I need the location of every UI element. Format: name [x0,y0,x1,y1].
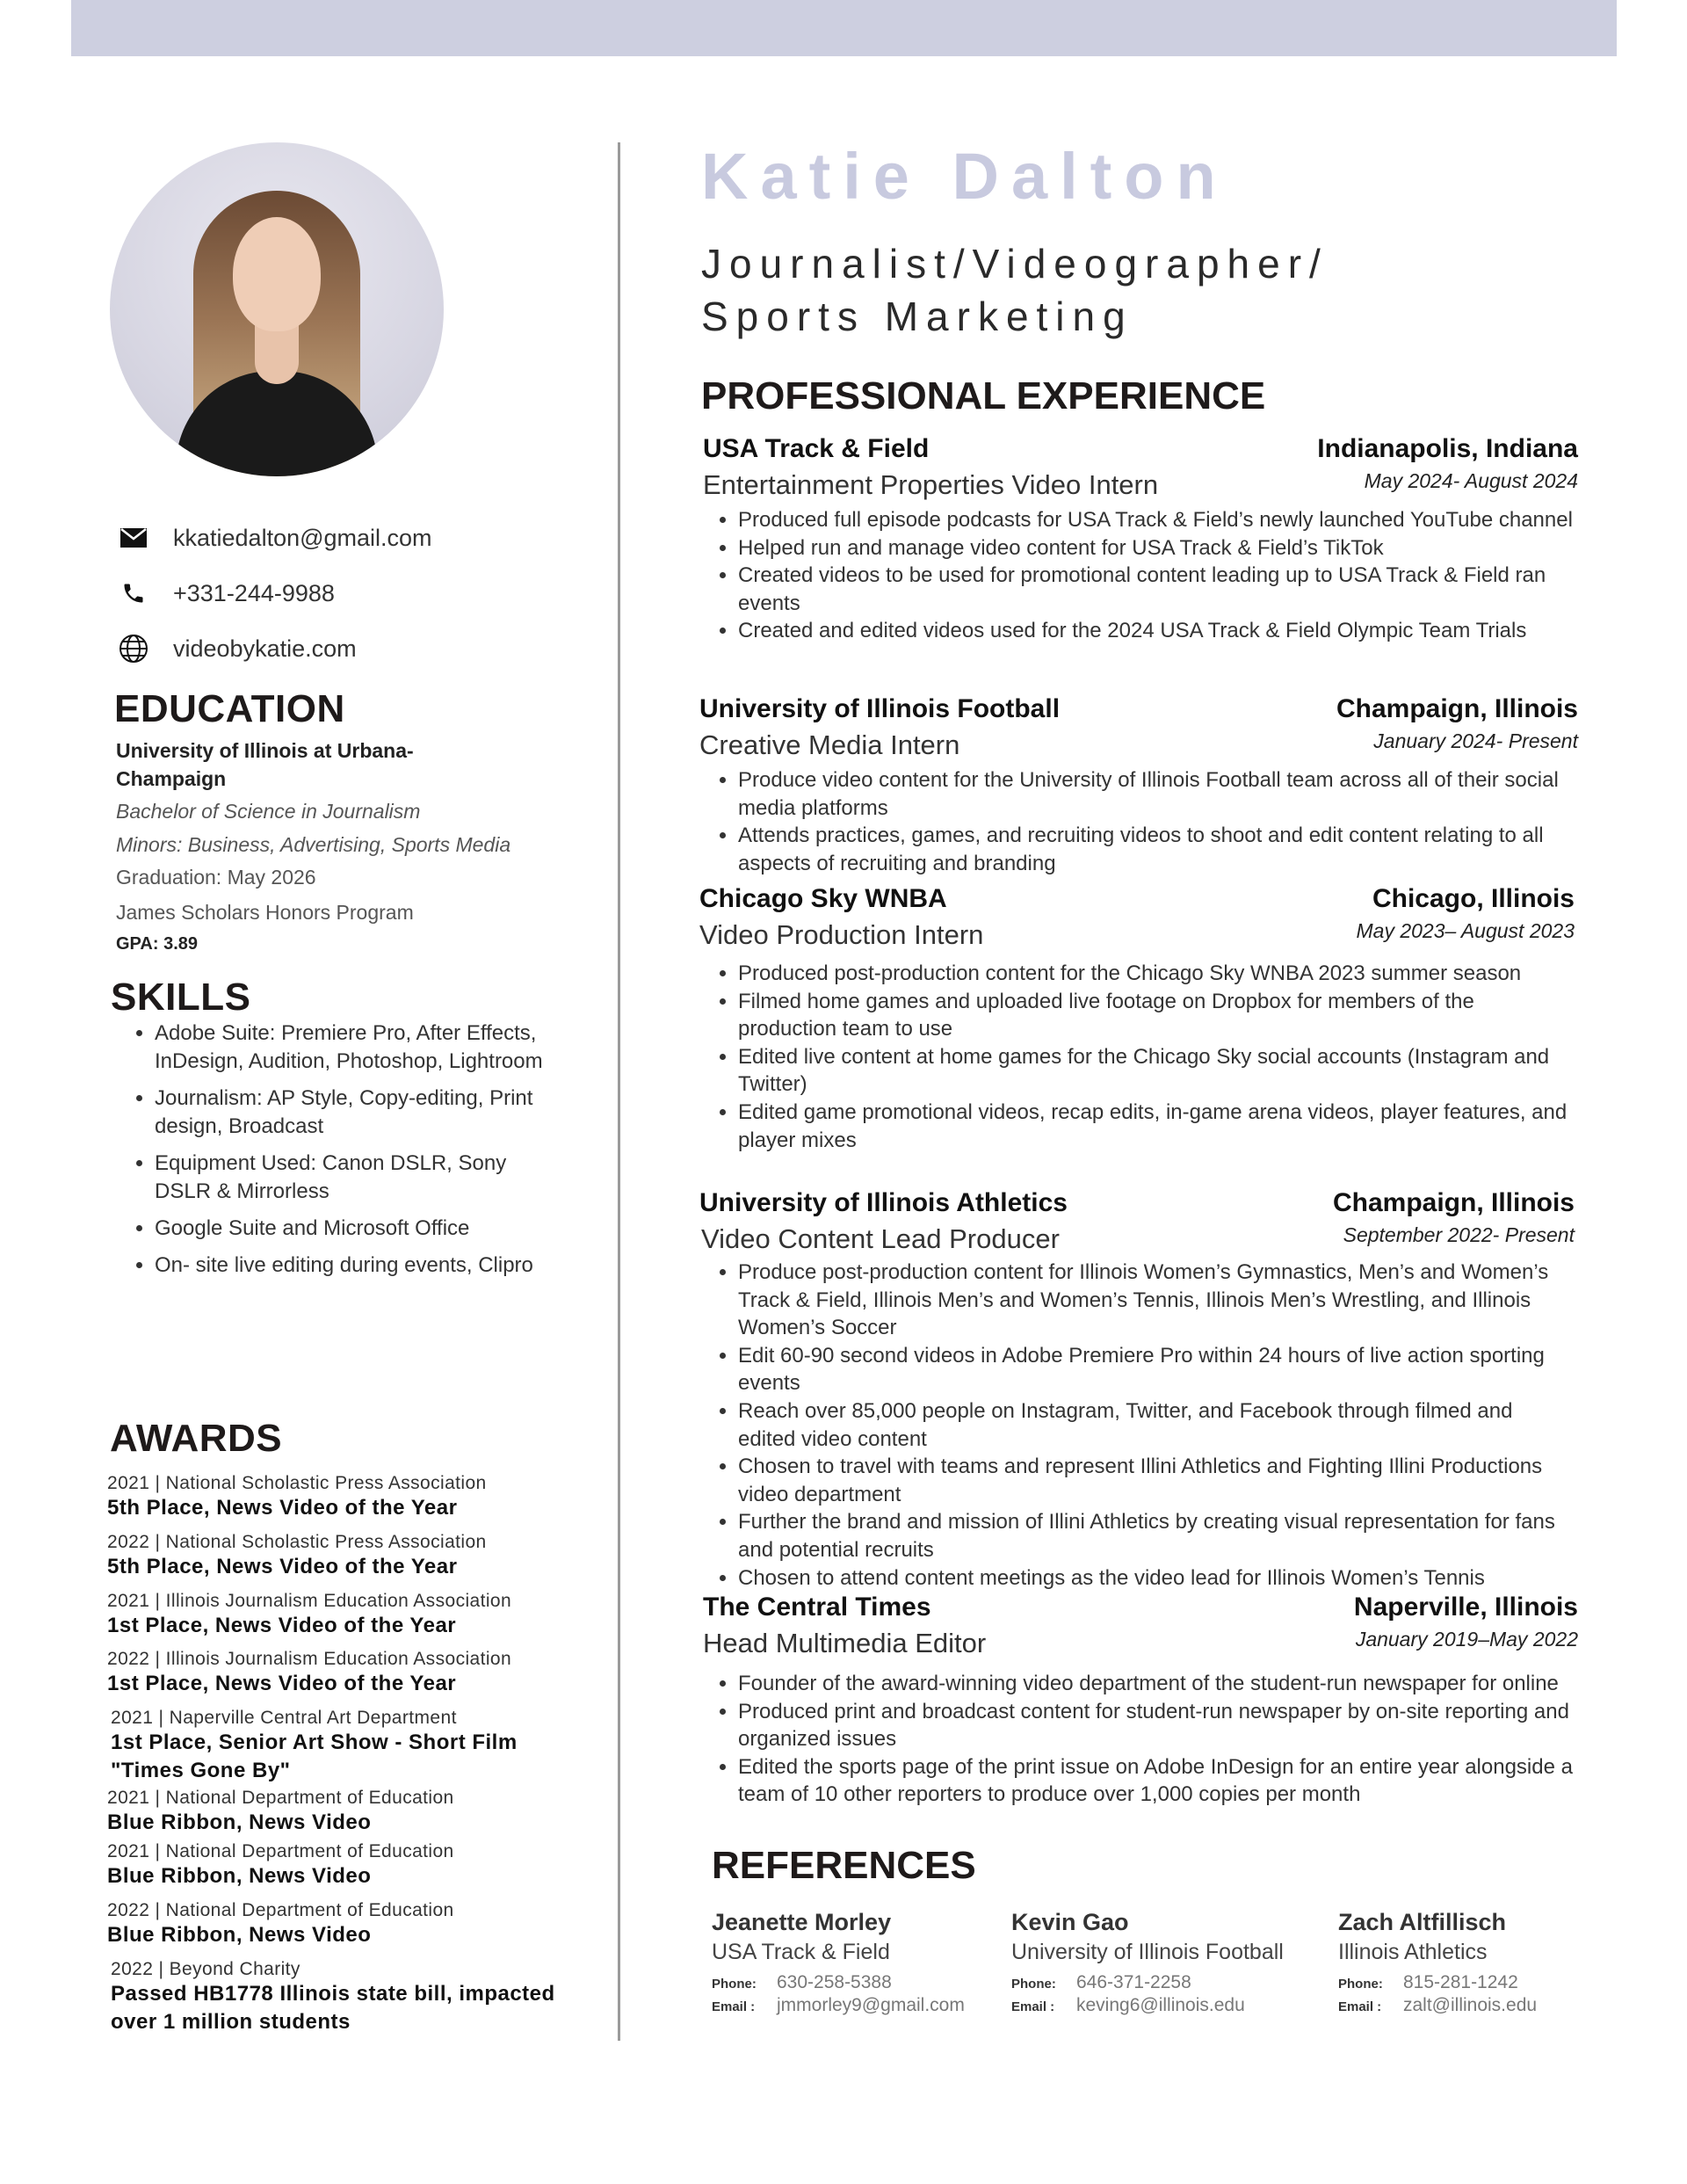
experience-heading: PROFESSIONAL EXPERIENCE [701,374,1266,417]
job-bullet: • Produce post-production content for Illinois Women’s Gymnastics, Men’s and Women’s Track & Field, Illinois Men’s and Women’s Tennis, Illinois Men’s Wrestling, and Illinois Women’s Soccer [738,1259,1573,1342]
award-org: 2022 | Beyond Charity [111,1959,300,1979]
job-bullets [699,766,1573,877]
job-bullets [699,960,1573,1154]
minors: Minors: Business, Advertising, Sports Media [116,833,511,856]
job-bullets [699,1670,1573,1809]
profile-photo [110,142,444,476]
job-bullets [699,506,1573,645]
reference-name: Zach Altfillisch [1338,1909,1507,1935]
job-bullet: • Edited game promotional videos, recap edits, in-game arena videos, player features, and player mixes [738,1099,1573,1154]
job-location: Chicago, Illinois [1372,884,1575,913]
website-text: videobykatie.com [173,635,357,662]
reference-email[interactable]: zalt@illinois.edu [1403,1995,1538,2015]
contact-email[interactable] [119,523,432,553]
awards-heading: AWARDS [110,1417,283,1460]
reference-phone[interactable]: 815-281-1242 [1403,1972,1518,1992]
job-dates: January 2024- Present [1373,729,1578,752]
reference-org: University of Illinois Football [1011,1940,1284,1964]
reference-email[interactable]: jmmorley9@gmail.com [777,1995,965,2015]
award-title: 1st Place, News Video of the Year [107,1614,457,1637]
job-title: Video Production Intern [699,919,984,950]
job-bullet: • Filmed home games and uploaded live footage on Dropbox for members of the production team to use [738,988,1573,1043]
job-location: Champaign, Illinois [1336,694,1578,723]
envelope-icon [119,523,148,553]
phone-label: Phone: [712,1977,757,1992]
job-location: Champaign, Illinois [1332,1188,1575,1217]
award-title: Blue Ribbon, News Video [107,1864,372,1888]
job-bullets [699,1259,1573,1592]
email-label: Email : [1338,1999,1382,2014]
phone-label: Phone: [1011,1977,1056,1992]
job-entry [699,884,1578,1154]
reference-org: Illinois Athletics [1338,1940,1488,1964]
job-bullet: • Created and edited videos used for the 2024 USA Track & Field Olympic Team Trials [738,617,1573,645]
award-item [107,1788,599,1837]
job-company: University of Illinois Football [699,694,1061,723]
job-bullet: • Helped run and manage video content for USA Track & Field’s TikTok [738,534,1573,562]
award-title: 5th Place, News Video of the Year [107,1555,458,1578]
column-divider [618,142,620,2041]
job-company: The Central Times [703,1593,931,1622]
skill-item: • Adobe Suite: Premiere Pro, After Effects, InDesign, Audition, Photoshop, Lightroom [155,1019,559,1076]
reference-card [1338,1909,1637,2016]
phone-icon [119,578,148,608]
role-title [701,237,1329,343]
award-org: 2022 | National Scholastic Press Association [107,1532,487,1552]
award-item [107,1841,599,1890]
job-dates: January 2019–May 2022 [1355,1628,1578,1651]
award-item [111,1959,568,2036]
award-item [107,1532,599,1581]
award-item [107,1473,599,1522]
reference-name: Jeanette Morley [712,1909,892,1935]
school-name-line1: University of Illinois at Urbana- [116,739,414,762]
job-dates: May 2023– August 2023 [1356,919,1575,942]
award-title: Blue Ribbon, News Video [107,1810,372,1834]
job-bullet: • Edit 60-90 second videos in Adobe Premiere Pro within 24 hours of live action sporting events [738,1342,1573,1397]
gpa: GPA: 3.89 [116,934,198,954]
reference-email[interactable]: keving6@illinois.edu [1076,1995,1245,2015]
phone-label: Phone: [1338,1977,1383,1992]
globe-icon [119,634,148,664]
education-heading: EDUCATION [114,687,345,730]
award-org: 2021 | National Department of Education [107,1788,454,1808]
skills-list [132,1019,559,1288]
job-bullet: • Reach over 85,000 people on Instagram, Twitter, and Facebook through filmed and edited video content [738,1397,1573,1453]
honors: James Scholars Honors Program [116,901,414,924]
skill-item: • Journalism: AP Style, Copy-editing, Print design, Broadcast [155,1085,559,1141]
award-item [111,1708,568,1785]
job-bullet: • Produced post-production content for the Chicago Sky WNBA 2023 summer season [738,960,1573,988]
job-bullet: • Edited live content at home games for the Chicago Sky social accounts (Instagram and Twitter) [738,1043,1573,1099]
job-entry [699,434,1578,645]
job-company: University of Illinois Athletics [699,1188,1068,1217]
award-org: 2021 | Naperville Central Art Department [111,1708,457,1728]
job-bullet: • Created videos to be used for promotional content leading up to USA Track & Field ran events [738,562,1573,617]
school-name-line2: Champaign [116,767,227,790]
role-line: Journalist/Videographer/ [701,241,1329,287]
job-bullet: • Further the brand and mission of Illini Athletics by creating visual representation for fans and potential recruits [738,1508,1573,1564]
job-bullet: • Chosen to attend content meetings as the video lead for Illinois Women’s Tennis [738,1564,1573,1593]
job-title: Creative Media Intern [699,729,960,760]
award-item [107,1591,599,1640]
phone-text: +331-244-9988 [173,579,335,606]
reference-org: USA Track & Field [712,1940,890,1964]
job-dates: September 2022- Present [1343,1223,1575,1246]
contact-phone[interactable] [119,578,335,608]
award-org: 2021 | Illinois Journalism Education Association [107,1591,512,1611]
skill-item: • Equipment Used: Canon DSLR, Sony DSLR & Mirrorless [155,1150,559,1206]
email-text: kkatiedalton@gmail.com [173,524,432,551]
job-bullet: • Produced full episode podcasts for USA Track & Field’s newly launched YouTube channel [738,506,1573,534]
reference-card [712,1909,1010,2016]
reference-card [1011,1909,1310,2016]
references-heading: REFERENCES [712,1844,976,1887]
job-bullet: • Produce video content for the University of Illinois Football team across all of their social media platforms [738,766,1573,822]
award-org: 2021 | National Scholastic Press Association [107,1473,487,1493]
job-location: Indianapolis, Indiana [1317,434,1578,463]
award-title: 5th Place, News Video of the Year [107,1496,458,1520]
sidebar [0,0,615,2184]
award-title: Blue Ribbon, News Video [107,1923,372,1947]
award-org: 2021 | National Department of Education [107,1841,454,1861]
job-company: USA Track & Field [703,434,930,463]
award-title: Passed HB1778 Illinois state bill, impacted over 1 million students [111,1982,555,2034]
degree: Bachelor of Science in Journalism [116,800,421,823]
contact-website[interactable] [119,634,357,664]
job-bullet: • Produced print and broadcast content for student-run newspaper by on-site reporting and organized issues [738,1698,1573,1753]
job-bullet: • Founder of the award-winning video department of the student-run newspaper for online [738,1670,1573,1698]
job-company: Chicago Sky WNBA [699,884,947,913]
award-item [107,1649,599,1698]
award-item [107,1900,599,1949]
role-line: Sports Marketing [701,294,1133,339]
job-bullet: • Edited the sports page of the print issue on Adobe InDesign for an entire year alongside a team of 10 other reporters to produce over 1,000 copies per month [738,1753,1573,1809]
reference-name: Kevin Gao [1011,1909,1129,1935]
award-title: 1st Place, News Video of the Year [107,1672,457,1695]
job-bullet: • Chosen to travel with teams and represent Illini Athletics and Fighting Illini Productions video department [738,1453,1573,1508]
email-label: Email : [712,1999,756,2014]
award-title: 1st Place, Senior Art Show - Short Film "Times Gone By" [111,1731,518,1782]
graduation: Graduation: May 2026 [116,866,316,889]
email-label: Email : [1011,1999,1055,2014]
skill-item: • Google Suite and Microsoft Office [155,1215,559,1243]
reference-phone[interactable]: 646-371-2258 [1076,1972,1191,1992]
job-entry [699,1188,1578,1592]
job-title: Video Content Lead Producer [701,1223,1060,1254]
job-bullet: • Attends practices, games, and recruiting videos to shoot and edit content relating to all aspects of recruiting and branding [738,822,1573,877]
job-location: Naperville, Illinois [1353,1593,1578,1622]
job-dates: May 2024- August 2024 [1364,469,1578,492]
job-entry [699,1593,1578,1809]
job-title: Entertainment Properties Video Intern [703,469,1159,500]
skill-item: • On- site live editing during events, Clipro [155,1252,559,1280]
award-org: 2022 | Illinois Journalism Education Association [107,1649,512,1669]
reference-phone[interactable]: 630-258-5388 [777,1972,892,1992]
job-title: Head Multimedia Editor [703,1628,987,1658]
education-section [116,736,590,958]
job-entry [699,694,1578,877]
skills-heading: SKILLS [111,976,251,1019]
award-org: 2022 | National Department of Education [107,1900,454,1920]
candidate-name: Katie Dalton [701,140,1228,213]
